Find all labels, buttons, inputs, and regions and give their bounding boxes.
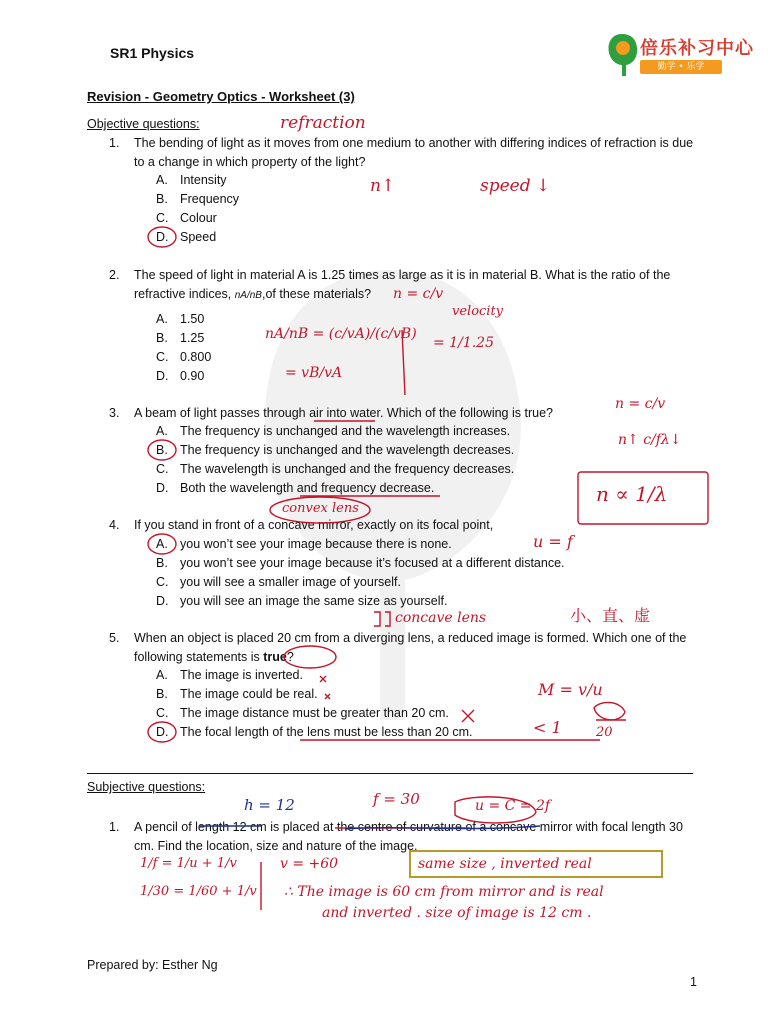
- q3-number: 3.: [109, 406, 120, 420]
- q5-text: When an object is placed 20 cm from a diverging lens, a reduced image is formed. Which one of the following statements is true?: [134, 631, 687, 664]
- note-n-proportional: n ∝ 1/λ: [596, 482, 668, 506]
- note-ratio-3: = 1/1.25: [433, 335, 494, 351]
- note-f30: f = 30: [373, 790, 420, 808]
- note-concave-lens: concave lens: [395, 610, 487, 626]
- note-n-eq-cv: n = c/v: [393, 286, 444, 302]
- q4-option-b: B. you won’t see your image because it’s focused at a different distance.: [156, 556, 565, 570]
- logo-tagline-bar: [640, 60, 722, 74]
- worksheet-title: Revision - Geometry Optics - Worksheet (3): [87, 89, 355, 104]
- note-u-c-2f: u = C = 2f: [475, 798, 551, 814]
- q4-option-a: A. you won’t see your image because there is none.: [156, 537, 452, 551]
- note-speed-down: speed ↓: [480, 176, 551, 196]
- note-n-f-lambda: n↑ c/fλ↓: [618, 432, 682, 448]
- note-n-up: n↑: [370, 176, 396, 196]
- q4-text: If you stand in front of a concave mirror, exactly on its focal point,: [134, 518, 494, 532]
- logo-tagline: 勤学 • 乐学: [657, 62, 705, 72]
- note-less-than-1: < 1: [533, 718, 562, 737]
- q5-option-a: A. The image is inverted.: [156, 668, 303, 682]
- q2-option-d: D. 0.90: [156, 369, 205, 383]
- q2-option-b: B. 1.25: [156, 331, 205, 345]
- subjective-heading: Subjective questions:: [87, 780, 206, 794]
- q2-option-c: C. 0.800: [156, 350, 212, 364]
- note-convex-lens: convex lens: [282, 501, 359, 516]
- note-twenty: 20: [596, 725, 613, 740]
- objective-heading: Objective questions:: [87, 117, 200, 131]
- q1-option-c: C. Colour: [156, 211, 217, 225]
- q4-option-c: C. you will see a smaller image of yourself.: [156, 575, 401, 589]
- subjective-q1-number: 1.: [109, 820, 120, 834]
- q5-option-b: B. The image could be real.: [156, 687, 318, 701]
- q3-option-a: A. The frequency is unchanged and the wavelength increases.: [156, 424, 511, 438]
- note-same-size: same size , inverted real: [418, 856, 592, 872]
- section-divider: [87, 773, 693, 774]
- note-chinese: 小、直、虚: [570, 606, 651, 625]
- note-velocity: velocity: [452, 304, 504, 319]
- q2-option-a: A. 1.50: [156, 312, 205, 326]
- note-ratio-2: = vB/vA: [285, 365, 343, 381]
- q3-option-d: D. Both the wavelength and frequency decrease.: [156, 481, 435, 495]
- q3-option-b: B. The frequency is unchanged and the wavelength decreases.: [156, 443, 515, 457]
- q4-number: 4.: [109, 518, 120, 532]
- note-u-f: u = f: [533, 532, 573, 551]
- note-ratio-1: nA/nB = (c/vA)/(c/vB): [265, 326, 417, 342]
- q1-number: 1.: [109, 136, 120, 150]
- q5-number: 5.: [109, 631, 120, 645]
- note-v60: v = +60: [280, 856, 339, 872]
- page-number: 1: [690, 975, 697, 989]
- note-magnification: M = v/u: [538, 680, 603, 699]
- q3-text: A beam of light passes through air into water. Which of the following is true?: [134, 406, 553, 420]
- note-answer-line-2: and inverted . size of image is 12 cm .: [322, 905, 592, 921]
- note-answer-line-1: ∴ The image is 60 cm from mirror and is real: [284, 884, 604, 900]
- q3-option-c: C. The wavelength is unchanged and the frequency decreases.: [156, 462, 515, 476]
- note-n-c-v-2: n = c/v: [615, 396, 666, 412]
- note-lens-eq-1: 1/f = 1/u + 1/v: [140, 856, 237, 871]
- logo-chinese-name: 倍乐补习中心: [640, 38, 754, 58]
- q1-text: The bending of light as it moves from one medium to another with differing indices of refraction is due to a change in which property of the light?: [134, 136, 694, 169]
- course-title: SR1 Physics: [110, 45, 195, 61]
- q5-option-d: D. The focal length of the lens must be less than 20 cm.: [156, 725, 473, 739]
- q1-option-a: A. Intensity: [156, 173, 227, 187]
- q4-option-d: D. you will see an image the same size as yourself.: [156, 594, 448, 608]
- q5-option-c: C. The image distance must be greater than 20 cm.: [156, 706, 449, 720]
- q1-option-d: D. Speed: [156, 230, 217, 244]
- subjective-q1-text: A pencil of length 12 cm is placed at the centre of curvature of a concave mirror with focal length 30 cm. Find the location, size and nature of the image.: [134, 820, 683, 853]
- note-h12: h = 12: [244, 796, 295, 814]
- note-lens-eq-2: 1/30 = 1/60 + 1/v: [140, 884, 257, 899]
- q1-option-b: B. Frequency: [156, 192, 240, 206]
- note-refraction: refraction: [280, 113, 366, 133]
- q2-text: The speed of light in material A is 1.25 times as large as it is in material B. What is the ratio of the refractive indices, nA/nB,of these materials?: [134, 268, 671, 301]
- q2-number: 2.: [109, 268, 120, 282]
- prepared-by: Prepared by: Esther Ng: [87, 958, 218, 972]
